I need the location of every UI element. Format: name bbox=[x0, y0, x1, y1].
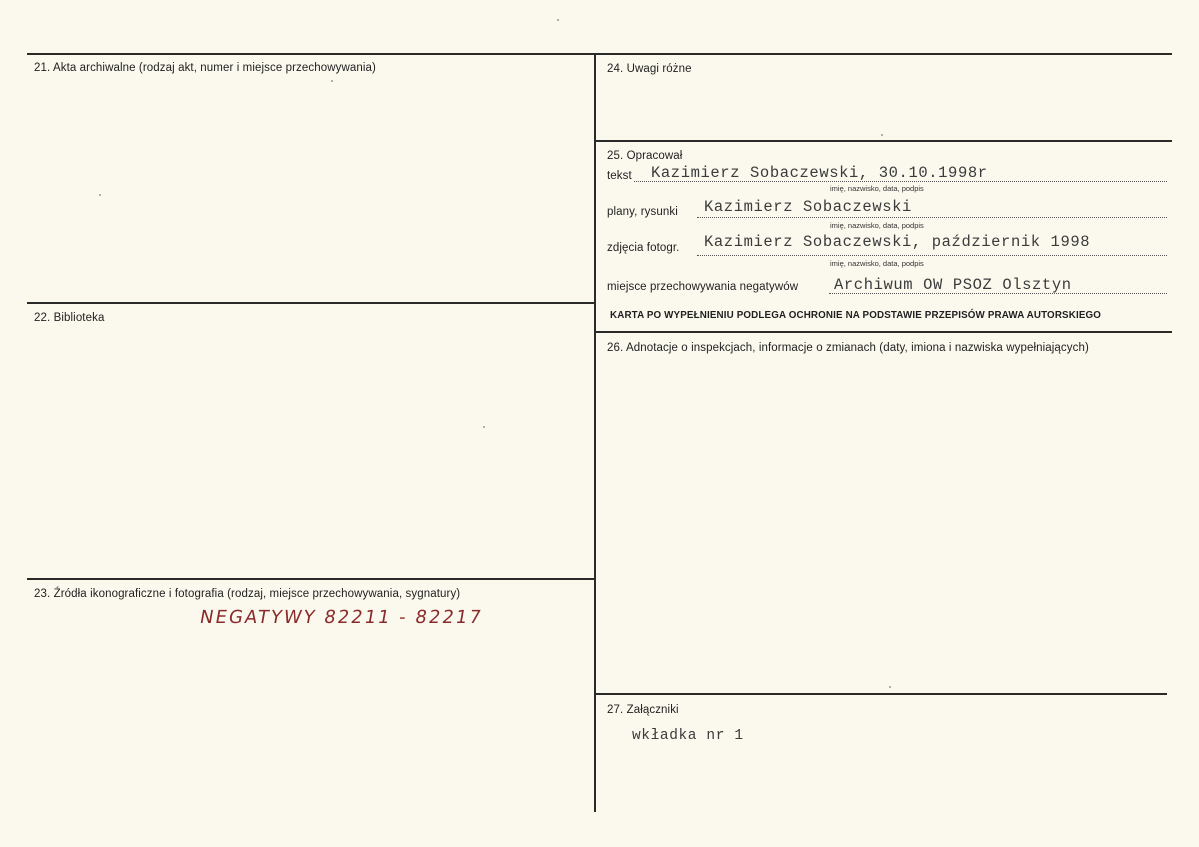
zdjecia-value: Kazimierz Sobaczewski, październik 1998 bbox=[704, 233, 1091, 251]
zdjecia-caption: imię, nazwisko, data, podpis bbox=[830, 259, 924, 268]
rule-26-27 bbox=[595, 693, 1167, 695]
tekst-dotted-line bbox=[634, 181, 1167, 182]
rule-25-26 bbox=[595, 331, 1172, 333]
plany-label: plany, rysunki bbox=[607, 206, 678, 218]
rule-22-23 bbox=[27, 578, 595, 580]
negatywy-dotted-line bbox=[829, 293, 1167, 294]
negatywy-label: miejsce przechowywania negatywów bbox=[607, 281, 799, 293]
section-27-label: 27. Załączniki bbox=[607, 704, 679, 716]
paper-speck bbox=[483, 426, 485, 428]
copyright-notice: KARTA PO WYPEŁNIENIU PODLEGA OCHRONIE NA PODSTAWIE PRZEPISÓW PRAWA AUTORSKIEGO bbox=[610, 310, 1102, 321]
tekst-caption: imię, nazwisko, data, podpis bbox=[830, 184, 924, 193]
paper-speck bbox=[889, 686, 891, 688]
section-24-label: 24. Uwagi różne bbox=[607, 63, 692, 75]
section-23-label: 23. Źródła ikonograficzne i fotografia (rodzaj, miejsce przechowywania, sygnatury) bbox=[34, 588, 461, 600]
handwritten-negatives: NEGATYWY 82211 - 82217 bbox=[198, 607, 485, 628]
plany-dotted-line bbox=[697, 217, 1167, 218]
paper-speck bbox=[557, 19, 559, 21]
rule-21-22 bbox=[27, 302, 595, 304]
paper-speck bbox=[331, 80, 333, 82]
center-divider bbox=[594, 53, 596, 812]
paper-speck bbox=[881, 134, 883, 136]
top-rule bbox=[27, 53, 1172, 55]
plany-value: Kazimierz Sobaczewski bbox=[704, 198, 912, 216]
section-27-value: wkładka nr 1 bbox=[632, 728, 744, 744]
negatywy-value: Archiwum OW PSOZ Olsztyn bbox=[834, 276, 1072, 294]
section-22-label: 22. Biblioteka bbox=[34, 312, 105, 324]
paper-speck bbox=[99, 194, 101, 196]
section-21-label: 21. Akta archiwalne (rodzaj akt, numer i miejsce przechowywania) bbox=[34, 62, 376, 74]
tekst-label: tekst bbox=[607, 170, 632, 182]
section-25-label: 25. Opracował bbox=[607, 150, 683, 162]
zdjecia-label: zdjęcia fotogr. bbox=[607, 242, 680, 254]
zdjecia-dotted-line bbox=[697, 255, 1167, 256]
tekst-value: Kazimierz Sobaczewski, 30.10.1998r bbox=[651, 164, 988, 182]
plany-caption: imię, nazwisko, data, podpis bbox=[830, 221, 924, 230]
section-26-label: 26. Adnotacje o inspekcjach, informacje o zmianach (daty, imiona i nazwiska wypełniających) bbox=[607, 342, 1089, 354]
rule-24-25 bbox=[595, 140, 1172, 142]
